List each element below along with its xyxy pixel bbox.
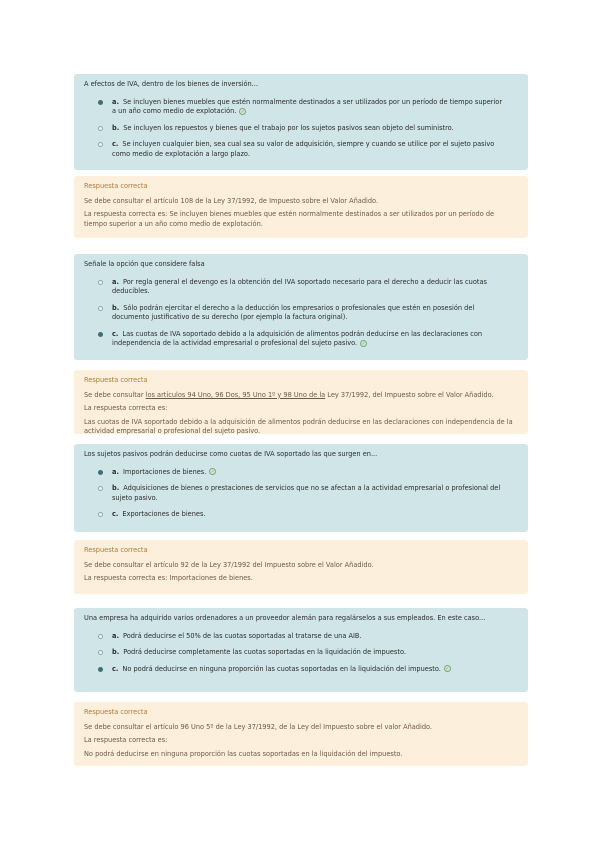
feedback-4	[74, 702, 528, 766]
radio-icon[interactable]	[98, 470, 103, 475]
feedback-answer-label: La respuesta correcta es:	[84, 404, 168, 413]
answer-2a[interactable]: a. Por regla general el devengo es la obtención del IVA soportado necesario para el derecho a deducir las cuotas deducibles.	[84, 278, 518, 297]
feedback-answer: La respuesta correcta es: Importaciones de bienes.	[84, 574, 253, 583]
radio-icon[interactable]	[98, 280, 103, 285]
question-1	[74, 74, 528, 170]
feedback-text: Se debe consultar el artículo 92 de la Ley 37/1992 del Impuesto sobre el Valor Añadido.	[84, 560, 374, 569]
feedback-1	[74, 176, 528, 238]
radio-icon[interactable]	[98, 486, 103, 491]
answer-3c[interactable]: c. Exportaciones de bienes.	[84, 510, 518, 520]
feedback-answer: Las cuotas de IVA soportado debido a la adquisición de alimentos podrán deducirse en las declaraciones con independencia de la actividad empresarial o profesional del sujeto pasivo.	[84, 417, 513, 436]
answer-4b[interactable]: b. Podrá deducirse completamente las cuotas soportadas en la liquidación de impuesto.	[84, 648, 518, 658]
radio-icon[interactable]	[98, 634, 103, 639]
feedback-2	[74, 370, 528, 434]
answer-4c[interactable]: c. No podrá deducirse en ninguna proporción las cuotas soportadas en la liquidación del impuesto. ✓	[84, 665, 518, 675]
question-4	[74, 608, 528, 692]
check-icon: ✓	[445, 666, 450, 673]
answer-1b[interactable]: b. Se incluyen los repuestos y bienes que el trabajo por los sujetos pasivos sean objeto del suministro.	[84, 124, 518, 134]
feedback-title: Respuesta correcta	[84, 546, 148, 554]
feedback-3	[74, 540, 528, 594]
feedback-text: Se debe consultar el artículo 108 de la Ley 37/1992, de Impuesto sobre el Valor Añadido.	[84, 196, 379, 205]
answer-3a[interactable]: a. Importaciones de bienes. ✓	[84, 468, 518, 478]
feedback-answer-label: La respuesta correcta es:	[84, 736, 168, 745]
answer-3b[interactable]: b. Adquisiciones de bienes o prestaciones de servicios que no se afectan a la actividad empresarial o profesional del sujeto pasivo.	[84, 484, 518, 503]
radio-icon[interactable]	[98, 306, 103, 311]
law-article-link[interactable]: los artículos 94 Uno, 96 Dos, 95 Uno 1º y 98 Uno de la	[145, 390, 326, 399]
question-3	[74, 444, 528, 532]
question-1-text: A efectos de IVA, dentro de los bienes de inversión...	[84, 80, 258, 88]
feedback-text: Se debe consultar los artículos 94 Uno, 96 Dos, 95 Uno 1º y 98 Uno de la Ley 37/1992, del Impuesto sobre el Valor Añadido.	[84, 390, 494, 399]
feedback-answer: No podrá deducirse en ninguna proporción las cuotas soportadas en la liquidación del impuesto.	[84, 749, 403, 758]
radio-icon[interactable]	[98, 142, 103, 147]
answer-1c[interactable]: c. Se incluyen cualquier bien, sea cual sea su valor de adquisición, siempre y cuando se utilice por el sujeto pasivo como medio de explotación a largo plazo.	[84, 140, 518, 159]
question-4-text: Una empresa ha adquirido varios ordenadores a un proveedor alemán para regalárselos a sus empleados. En este caso...	[84, 614, 486, 622]
radio-icon[interactable]	[98, 332, 103, 337]
feedback-text: Se debe consultar el artículo 96 Uno 5º de la Ley 37/1992, de la Ley del Impuesto sobre el valor Añadido.	[84, 722, 433, 731]
radio-icon[interactable]	[98, 650, 103, 655]
question-2	[74, 254, 528, 360]
feedback-title: Respuesta correcta	[84, 376, 148, 384]
check-icon: ✓	[240, 108, 245, 115]
question-3-text: Los sujetos pasivos podrán deducirse como cuotas de IVA soportado las que surgen en...	[84, 450, 378, 458]
feedback-answer: La respuesta correcta es: Se incluyen bienes muebles que estén normalmente destinados a ser utilizados por un período de tiempo superior a un año como medio de explotación.	[84, 210, 495, 228]
feedback-title: Respuesta correcta	[84, 708, 148, 716]
answer-1a[interactable]: a. Se incluyen bienes muebles que estén normalmente destinados a ser utilizados por un período de tiempo superior a un año como medio de explotación. ✓	[84, 98, 518, 117]
check-icon: ✓	[210, 469, 215, 476]
radio-icon[interactable]	[98, 512, 103, 517]
answer-4a[interactable]: a. Podrá deducirse el 50% de las cuotas soportadas al tratarse de una AIB.	[84, 632, 518, 642]
answer-2b[interactable]: b. Sólo podrán ejercitar el derecho a la deducción los empresarios o profesionales que estén en posesión del documento justificativo de su derecho (por ejemplo la factura original).	[84, 304, 518, 323]
feedback-title: Respuesta correcta	[84, 182, 148, 190]
radio-icon[interactable]	[98, 126, 103, 131]
answer-2c[interactable]: c. Las cuotas de IVA soportado debido a la adquisición de alimentos podrán deducirse en las declaraciones con independencia de la actividad empresarial o profesional del sujeto pasivo. ✓	[84, 330, 518, 349]
check-icon: ✓	[361, 340, 366, 347]
radio-icon[interactable]	[98, 667, 103, 672]
radio-icon[interactable]	[98, 100, 103, 105]
question-2-text: Señale la opción que considere falsa	[84, 260, 205, 268]
